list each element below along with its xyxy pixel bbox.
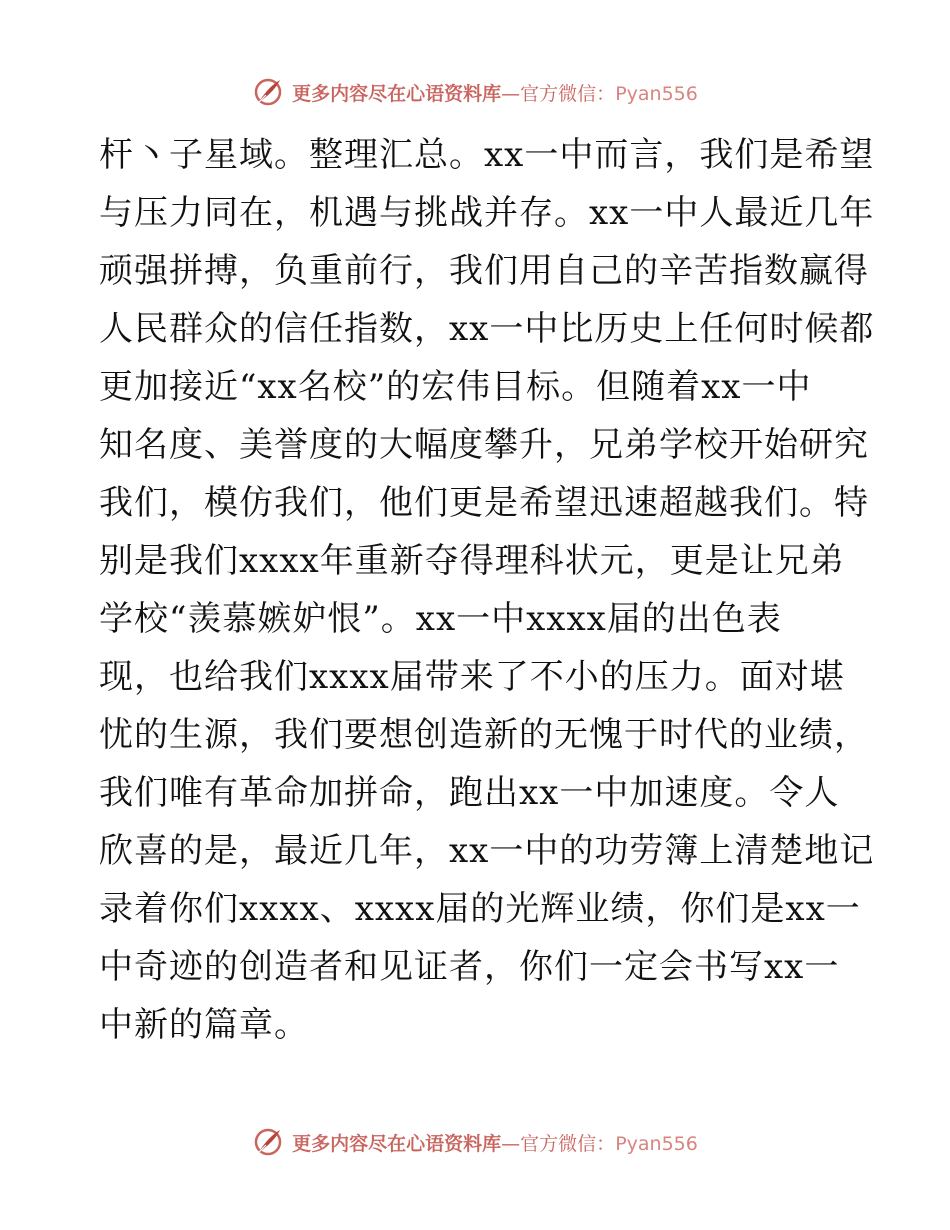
body-line: 知名度、美誉度的大幅度攀升，兄弟学校开始研究: [99, 425, 869, 465]
body-line: 学校“羡慕嫉妒恨”。xx一中xxxx届的出色表: [99, 599, 782, 639]
feather-logo-icon: [252, 1126, 284, 1158]
body-line: 更加接近“xx名校”的宏伟目标。但随着xx一中: [99, 367, 812, 407]
watermark-wechat-id: Pyan556: [615, 82, 698, 105]
body-line: 录着你们xxxx、xxxx届的光辉业绩，你们是xx一: [99, 889, 861, 929]
document-body: [99, 126, 875, 1054]
watermark-wechat-label: 官方微信：: [520, 1132, 616, 1155]
watermark-wechat-id: Pyan556: [615, 1132, 698, 1155]
feather-logo-icon: [252, 76, 284, 108]
watermark-separator: —: [501, 82, 521, 105]
watermark-separator: —: [501, 1132, 521, 1155]
body-line: 人民群众的信任指数，xx一中比历史上任何时候都: [99, 309, 875, 349]
watermark-brand: 更多内容尽在心语资料库: [292, 1132, 502, 1155]
body-line: 顽强拼搏，负重前行，我们用自己的辛苦指数赢得: [99, 251, 869, 291]
body-line: 杆丶子星域。整理汇总。xx一中而言，我们是希望: [99, 135, 875, 175]
body-line: 与压力同在，机遇与挑战并存。xx一中人最近几年: [99, 193, 875, 233]
body-line: 我们唯有革命加拼命，跑出xx一中加速度。令人: [99, 773, 840, 813]
body-line: 中新的篇章。: [99, 1005, 309, 1045]
body-line: 现，也给我们xxxx届带来了不小的压力。面对堪: [99, 657, 845, 697]
body-line: 别是我们xxxx年重新夺得理科状元，更是让兄弟: [99, 541, 845, 581]
footer-watermark: [0, 1126, 950, 1158]
watermark-text: [292, 1129, 698, 1156]
header-watermark: [0, 76, 950, 108]
body-line: 我们，模仿我们，他们更是希望迅速超越我们。特: [99, 483, 869, 523]
watermark-wechat-label: 官方微信：: [520, 82, 616, 105]
body-line: 欣喜的是，最近几年，xx一中的功劳簿上清楚地记: [99, 831, 875, 871]
watermark-text: [292, 79, 698, 106]
body-line: 忧的生源，我们要想创造新的无愧于时代的业绩，: [99, 715, 869, 755]
body-line: 中奇迹的创造者和见证者，你们一定会书写xx一: [99, 947, 840, 987]
watermark-brand: 更多内容尽在心语资料库: [292, 82, 502, 105]
